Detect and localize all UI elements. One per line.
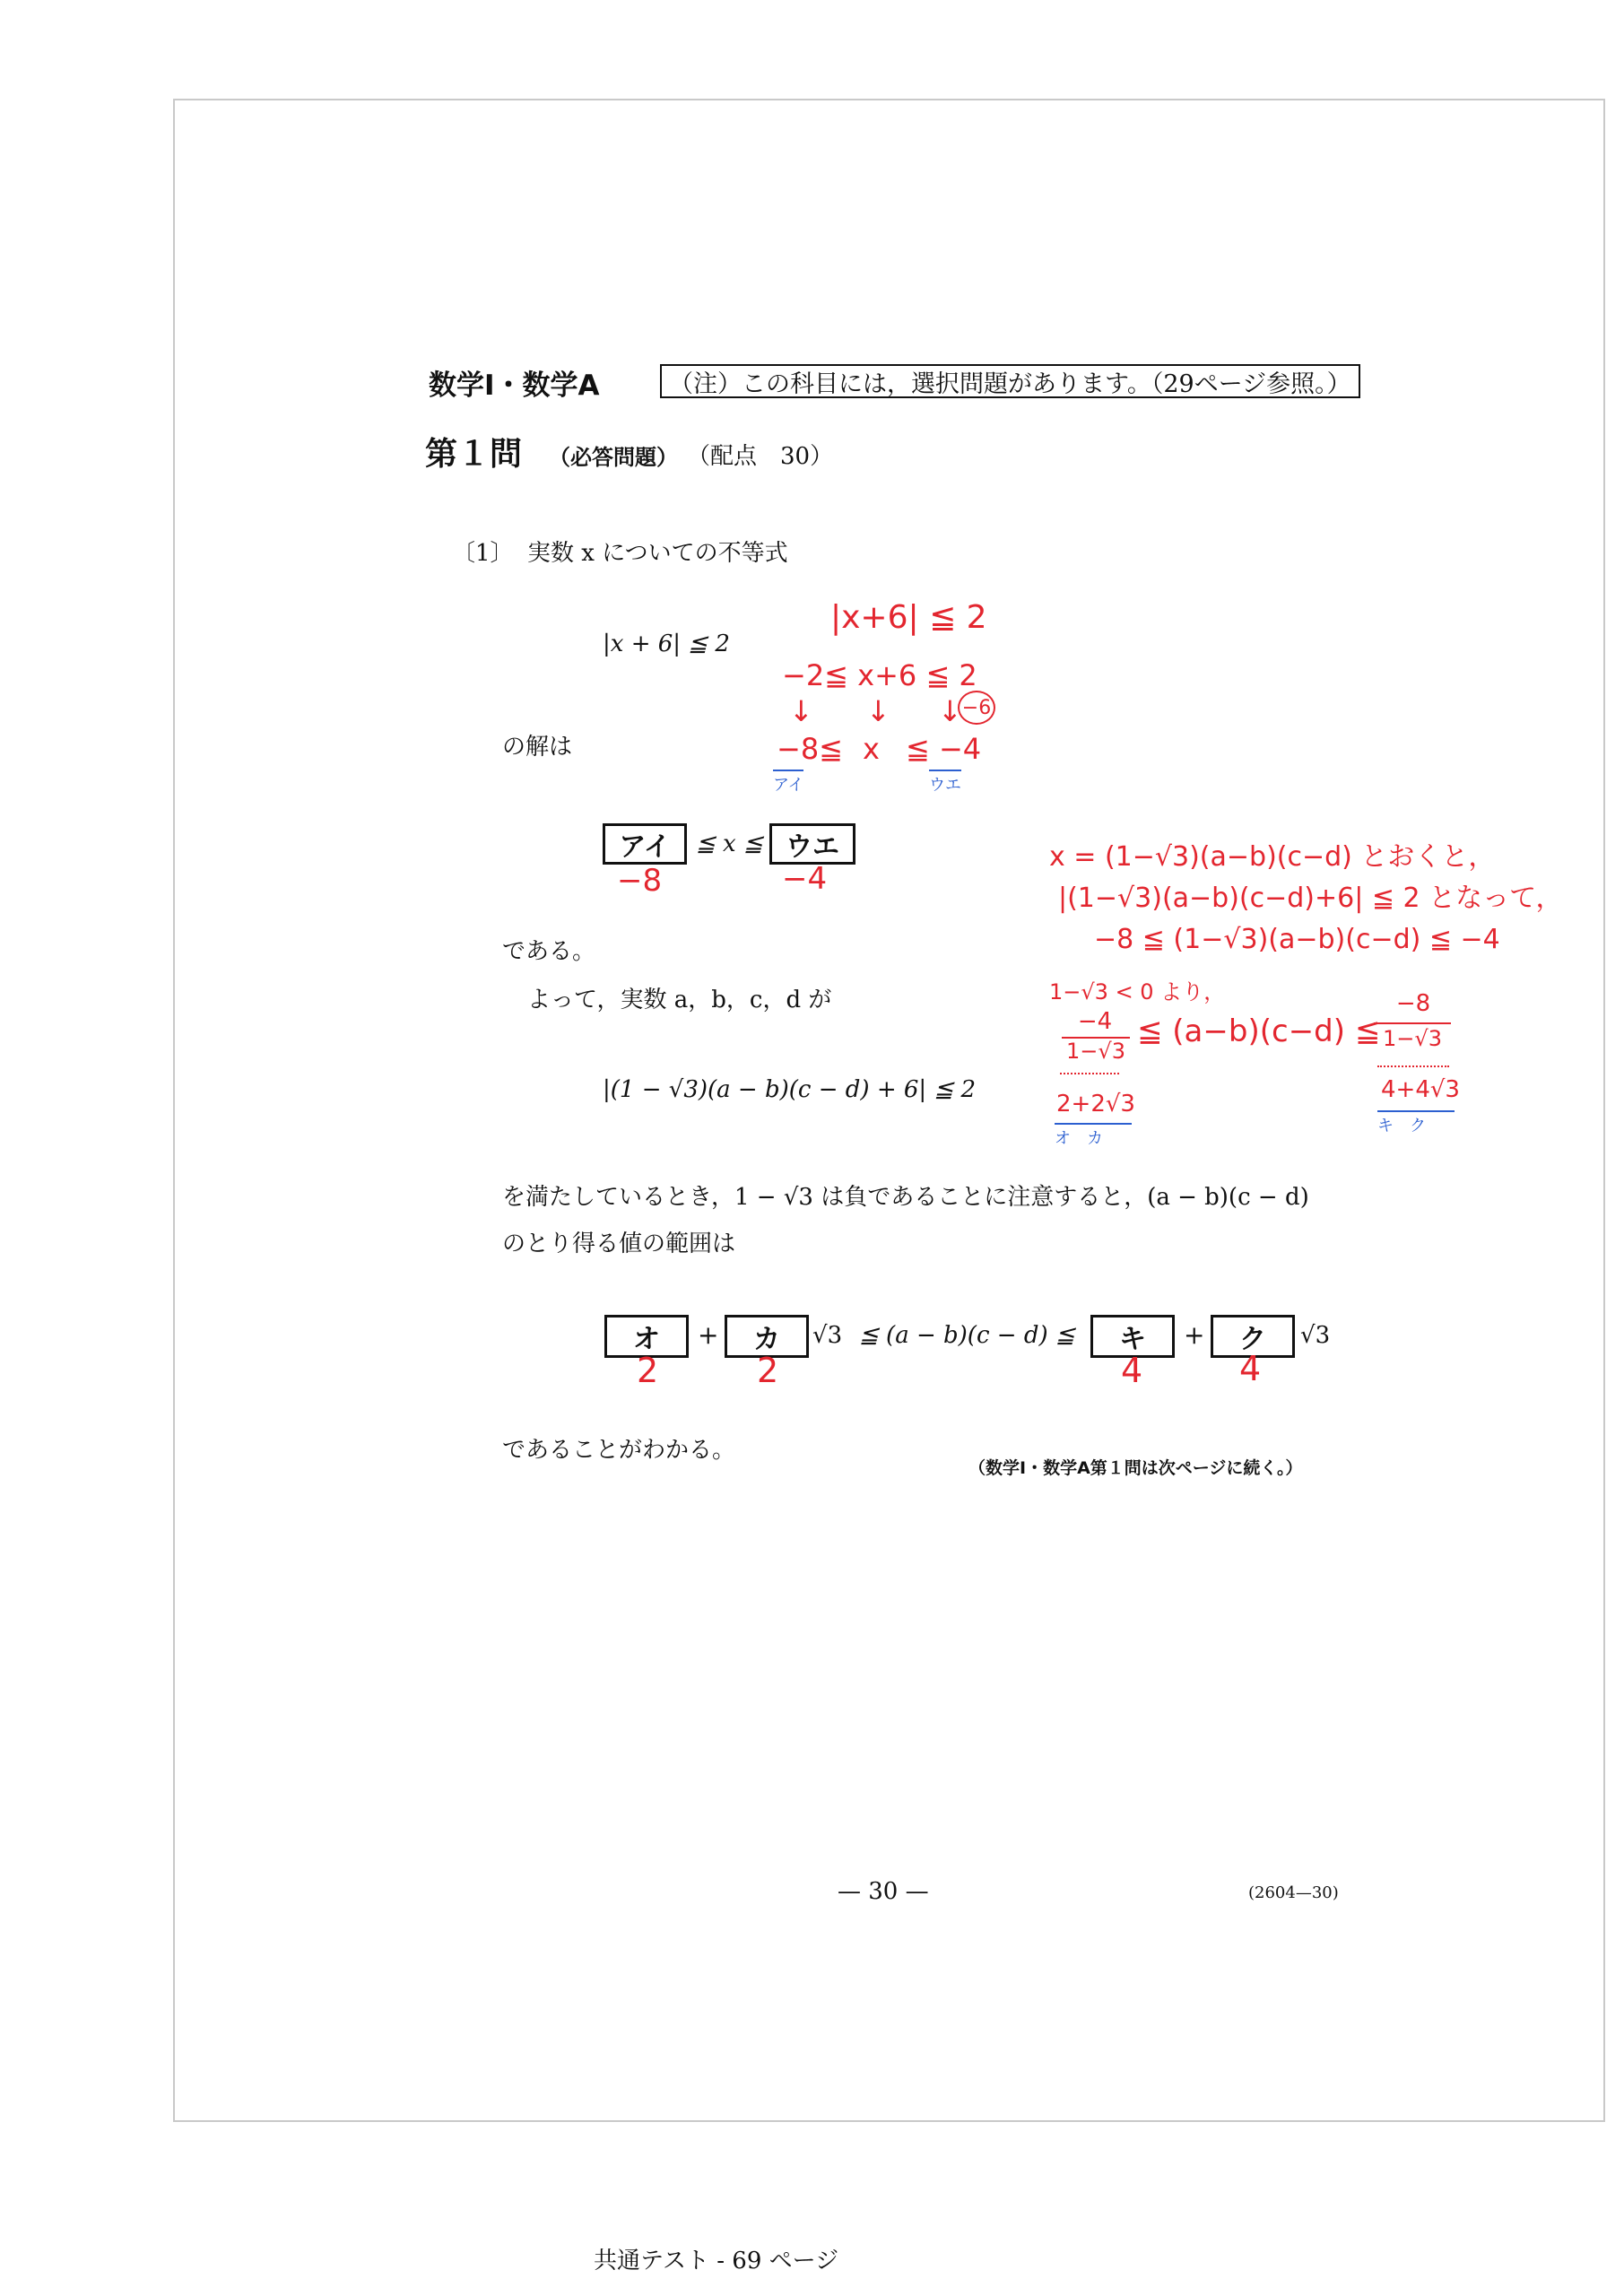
hand-abs-ineq: |x+6| ≦ 2	[830, 599, 987, 636]
then-text: よって，実数 a，b，c，d が	[527, 987, 832, 1013]
hand-answer-ai: −8	[617, 863, 663, 899]
answer-box-ku-label: ク	[1239, 1324, 1266, 1355]
plus-1: +	[698, 1320, 719, 1350]
hand-arrow-2: ↓	[866, 694, 890, 728]
hand-substitution: x = (1−√3)(a−b)(c−d) とおくと，	[1049, 841, 1496, 873]
inequality-2: |(1 − √3)(a − b)(c − d) + 6| ≦ 2	[603, 1076, 977, 1103]
range-middle: ≦ (a − b)(c − d) ≦	[859, 1322, 1075, 1349]
conclusion-text: であることがわかる。	[502, 1437, 736, 1464]
hand-frac-right-den: 1−√3	[1383, 1026, 1442, 1051]
hand-x: x	[863, 732, 880, 766]
subject-note-text: （注）この科目には，選択問題があります。（29ページ参照。）	[669, 370, 1351, 398]
hand-wavy-underline-right	[1377, 1065, 1449, 1067]
note-line-2: のとり得る値の範囲は	[502, 1231, 736, 1257]
answer-box-ue-label: ウエ	[786, 831, 839, 863]
page-number: — 30 —	[838, 1878, 929, 1905]
hand-wavy-underline-left	[1060, 1073, 1119, 1074]
hand-blue-oka: オ カ	[1055, 1123, 1132, 1149]
hand-blue-ai: アイ	[773, 770, 803, 796]
solution-intro: の解は	[502, 734, 573, 761]
hand-answer-ka: 2	[757, 1351, 779, 1390]
hand-range-middle: ≦ (a−b)(c−d) ≦	[1137, 1013, 1381, 1049]
answer-middle: ≦ x ≦	[696, 831, 763, 857]
plus-2: +	[1184, 1320, 1205, 1350]
answer-box-ue	[769, 823, 855, 865]
inequality-1: |x + 6| ≦ 2	[603, 631, 730, 657]
problem-title: 第１問	[425, 436, 523, 473]
continue-note: （数学Ⅰ・数学A第１問は次ページに続く。）	[968, 1458, 1303, 1478]
hand-left-bound: −8≦	[777, 732, 843, 766]
problem-points: （配点 30）	[687, 443, 834, 470]
answer-box-ai-label: アイ	[619, 831, 671, 863]
answer-box-ka-label: カ	[753, 1324, 780, 1355]
hand-answer-ki: 4	[1121, 1351, 1143, 1390]
hand-answer-ue: −4	[782, 861, 828, 897]
hand-minus6-circle: −6	[958, 691, 995, 725]
hand-right-bound: ≦ −4	[906, 732, 982, 766]
page-code: (2604—30)	[1248, 1883, 1339, 1902]
footer-caption: 共通テスト - 69 ページ	[594, 2248, 839, 2274]
note-line-1: を満たしているとき，1 − √3 は負であることに注意すると，(a − b)(c − d)	[502, 1184, 1309, 1211]
hand-expanded-ineq: −2≦ x+6 ≦ 2	[782, 658, 977, 692]
sqrt3-1: √3	[812, 1322, 843, 1349]
problem-required: （必答問題）	[549, 445, 678, 470]
hand-frac-left-num: −4	[1077, 1008, 1113, 1035]
subject-title: 数学Ⅰ・数学A	[429, 370, 600, 402]
hand-arrow-1: ↓	[789, 694, 813, 728]
hand-bounds: −8 ≦ (1−√3)(a−b)(c−d) ≦ −4	[1094, 924, 1500, 955]
subject-note-box	[660, 364, 1360, 398]
answer-box-o-label: オ	[633, 1324, 660, 1355]
hand-right-result: 4+4√3	[1381, 1076, 1460, 1103]
hand-negative-note: 1−√3 < 0 より，	[1049, 979, 1226, 1004]
answer-box-ai	[603, 823, 687, 865]
hand-rewritten-abs: |(1−√3)(a−b)(c−d)+6| ≦ 2 となって，	[1058, 883, 1563, 914]
hand-blue-ue: ウエ	[929, 770, 961, 796]
hand-answer-ku: 4	[1239, 1349, 1262, 1388]
sqrt3-2: √3	[1300, 1322, 1331, 1349]
hand-frac-right-bar	[1374, 1022, 1451, 1024]
part1-label: 〔1〕	[452, 540, 514, 567]
hand-frac-left-den: 1−√3	[1066, 1039, 1125, 1064]
dearu-text: である。	[502, 938, 596, 965]
hand-left-result: 2+2√3	[1056, 1091, 1135, 1118]
part1-intro: 実数 x についての不等式	[527, 540, 788, 567]
hand-blue-kiku: キ ク	[1377, 1110, 1455, 1136]
hand-arrow-3: ↓	[938, 694, 962, 728]
answer-box-ki-label: キ	[1119, 1324, 1146, 1355]
hand-answer-o: 2	[637, 1351, 659, 1390]
hand-frac-right-num: −8	[1395, 990, 1431, 1017]
